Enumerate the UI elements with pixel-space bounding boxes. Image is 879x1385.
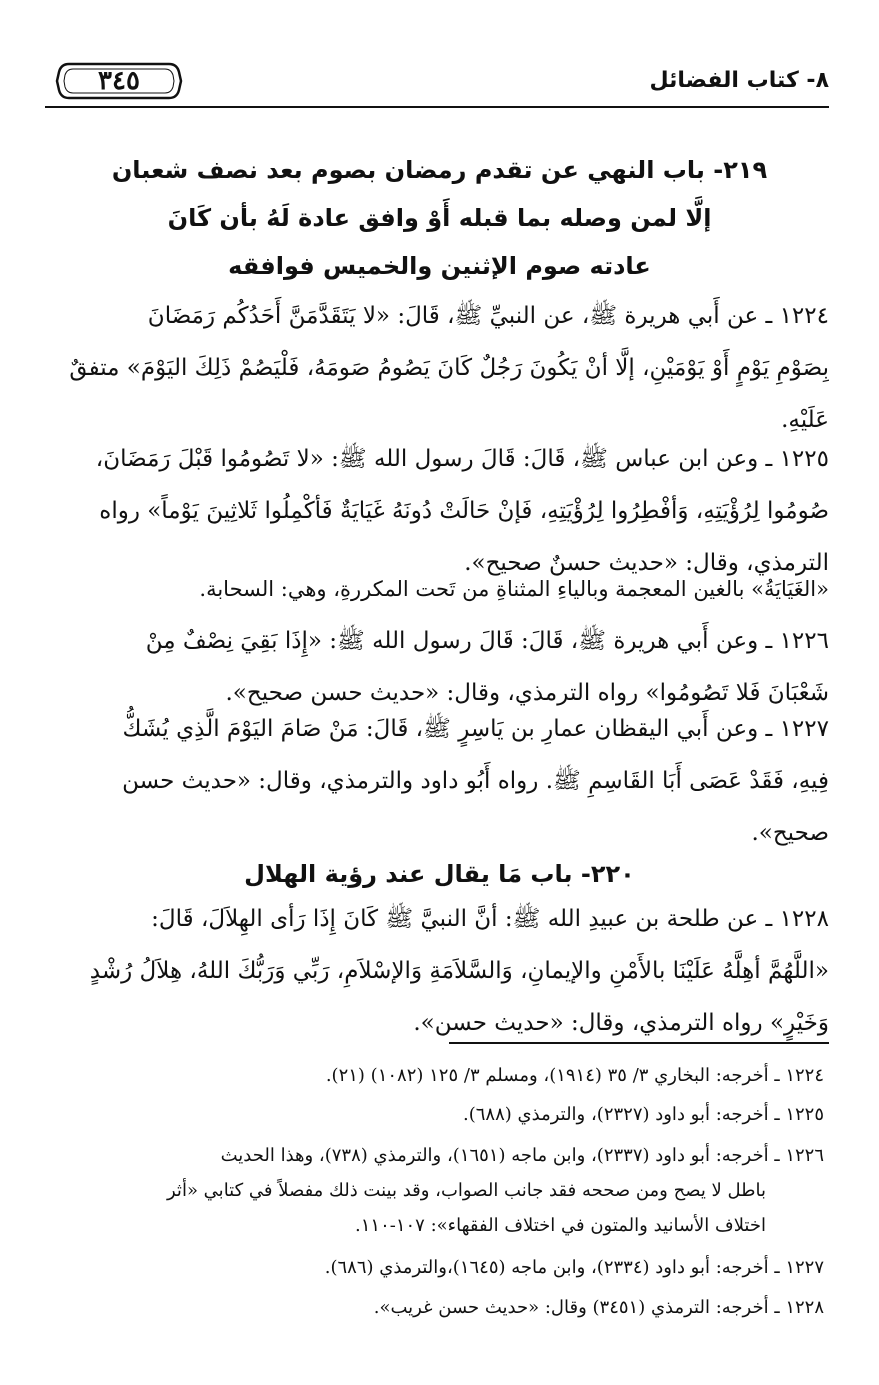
footnote-1227: [50, 1250, 824, 1285]
text-line: عَلَيْهِ.: [781, 407, 829, 433]
footnote-divider: [449, 1042, 829, 1044]
page-number: ٣٤٥: [98, 66, 140, 96]
text-line: ١٢٢٨ ـ عن طلحة بن عبيدِ الله ﷺ: أنَّ النبيَّ ﷺ كَانَ إِذَا رَأى الهِلاَلَ، قَالَ:: [151, 906, 829, 932]
heading-line: ٢٢٠- باب مَا يقال عند رؤية الهلال: [244, 860, 635, 888]
footnote-line: اختلاف الأسانيد والمتون في اختلاف الفقهاء»: ١٠٧-١١٠.: [355, 1215, 766, 1236]
text-line: الترمذي، وقال: «حديث حسنٌ صحيح».: [464, 550, 829, 576]
text-line: ١٢٢٥ ـ وعن ابن عباس ﷺ، قَالَ: قَالَ رسول الله ﷺ: «لا تَصُومُوا قَبْلَ رَمَضَانَ،: [95, 446, 829, 472]
heading-line: ٢١٩- باب النهي عن تقدم رمضان بصوم بعد نصف شعبان: [111, 156, 768, 184]
text-line: وَخَيْرٍ» رواه الترمذي، وقال: «حديث حسن».: [413, 1010, 829, 1036]
footnote-line: باطل لا يصح ومن صححه فقد جانب الصواب، وقد بينت ذلك مفصلاً في كتابي «أثر: [167, 1180, 766, 1201]
text-line: «اللَّهُمَّ أهِلَّهُ عَلَيْنَا بالأَمْنِ والإيمانِ، وَالسَّلاَمَةِ وَالإسْلاَمِ، رَبِّي وَرَبُّكَ اللهُ، هِلاَلُ رُشْدٍ: [89, 958, 829, 984]
footnote-line: ١٢٢٤ ـ أخرجه: البخاري ٣/ ٣٥ (١٩١٤)، ومسلم ٣/ ١٢٥ (١٠٨٢) (٢١).: [325, 1065, 824, 1086]
heading-line: إلَّا لمن وصله بما قبله أَوْ وافق عادة لَهُ بأن كَانَ: [167, 204, 712, 232]
hadith-1224: [50, 290, 829, 446]
footnote-1226: [50, 1138, 824, 1243]
footnote-1224: [50, 1058, 824, 1093]
heading-line: عادته صوم الإثنين والخميس فوافقه: [228, 252, 651, 280]
section-heading-219: [60, 146, 819, 290]
chapter-title: ٨- كتاب الفضائل: [649, 68, 829, 93]
page-number-frame: [55, 60, 183, 102]
text-line: «الغَيَايَةُ» بالغين المعجمة وبالياءِ المثناةِ من تَحت المكررةِ، وهي: السحابة.: [199, 577, 829, 601]
text-line: ١٢٢٧ ـ وعن أَبي اليقظان عمارِ بن يَاسِرٍ ﷺ، قَالَ: مَنْ صَامَ اليَوْمَ الَّذِي يُشَكُّ: [122, 716, 829, 742]
text-line: بِصَوْمِ يَوْمٍ أَوْ يَوْمَيْنِ، إلَّا أنْ يَكُونَ رَجُلٌ كَانَ يَصُومُ صَومَهُ، فَلْيَصُمْ ذَلِكَ اليَوْمَ» متفقٌ: [69, 355, 829, 381]
word-explanation: [50, 563, 829, 615]
text-line: فِيهِ، فَقَدْ عَصَى أَبَا القَاسِمِ ﷺ. رواه أَبُو داود والترمذي، وقال: «حديث حسن: [122, 768, 829, 794]
text-line: ١٢٢٤ ـ عن أَبي هريرة ﷺ، عن النبيِّ ﷺ، قَالَ: «لا يَتَقَدَّمَنَّ أَحَدُكُم رَمَضَانَ: [147, 303, 829, 329]
running-header: [45, 58, 829, 110]
footnote-line: ١٢٢٧ ـ أخرجه: أبو داود (٢٣٣٤)، وابن ماجه (١٦٤٥)،والترمذي (٦٨٦).: [324, 1257, 824, 1278]
hadith-1228: [50, 893, 829, 1049]
section-heading-220: [60, 850, 819, 898]
footnote-line: ١٢٢٦ ـ أخرجه: أبو داود (٢٣٣٧)، وابن ماجه (١٦٥١)، والترمذي (٧٣٨)، وهذا الحديث: [220, 1145, 824, 1166]
text-line: ١٢٢٦ ـ وعن أَبي هريرة ﷺ، قَالَ: قَالَ رسول الله ﷺ: «إِذَا بَقِيَ نِصْفٌ مِنْ: [145, 628, 829, 654]
footnote-line: ١٢٢٨ ـ أخرجه: الترمذي (٣٤٥١) وقال: «حديث حسن غريب».: [373, 1297, 824, 1318]
footnote-1228: [50, 1290, 824, 1325]
text-line: شَعْبَانَ فَلا تَصُومُوا» رواه الترمذي، وقال: «حديث حسن صحيح».: [225, 680, 829, 706]
header-divider: [45, 106, 829, 108]
hadith-1227: [50, 703, 829, 859]
text-line: صحيح».: [751, 820, 829, 846]
footnote-line: ١٢٢٥ ـ أخرجه: أبو داود (٢٣٢٧)، والترمذي (٦٨٨).: [463, 1104, 824, 1125]
footnote-1225: [50, 1097, 824, 1132]
text-line: صُومُوا لِرُؤْيَتِهِ، وَأفْطِرُوا لِرُؤْيَتِهِ، فَإنْ حَالَتْ دُونَهُ غَيَايَةٌ فَأكْمِلُوا ثَلاثِينَ يَوْماً» رواه: [99, 498, 829, 524]
